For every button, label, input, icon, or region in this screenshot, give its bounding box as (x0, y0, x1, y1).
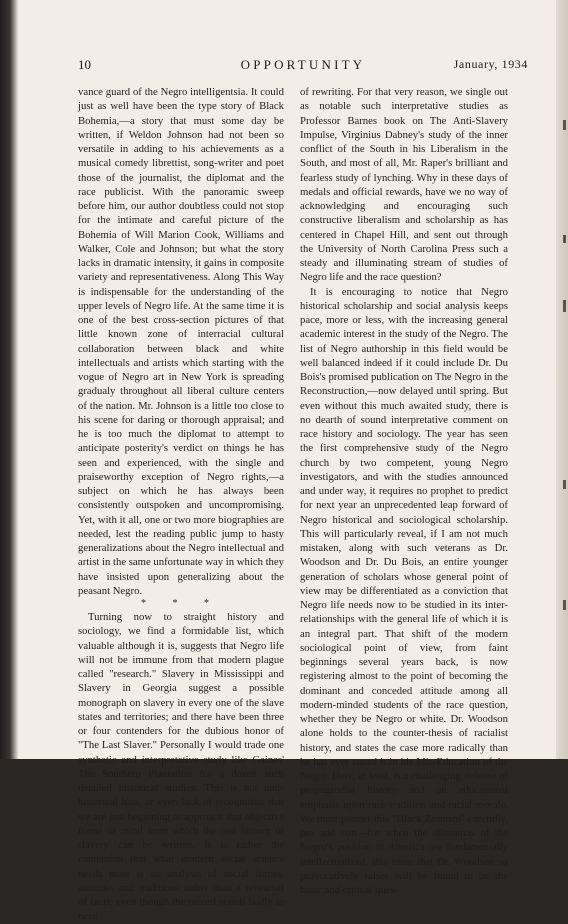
paragraph: vance guard of the Negro intelligentsia. It could just as well have been the type story of Black Bohemia,—a story that must some day be written, if Weldon Johnson had not been so versatile in adding to his achievements as a musical comedy librettist, song-writer and poet those of the journalist, the diplomat and the race publicist. With the panoramic sweep before him, our author doubtless could not stop for the intimate and careful picture of the Bohemia of Will Marion Cook, Williams and Walker, Cole and Johnson; but what the story lacks in dramatic intensity, it gains in composite variety and representativeness. Along This Way is indispensable for the understanding of the upper levels of Negro life. At the same time it is one of the best cross-section pictures of that little known zone of interracial cultural collaboration between black and white intellectuals and artists which starting with the vogue of Negro art in New York is spreading gradualy throughout all liberal culture centers of the nation. Mr. Johnson is a little too close to his scene for daring or thorough appraisal; and he is too much the diplomat to attempt to anticipate posterity's verdict on things he has seen and experienced, with the single and praiseworthy exception of Negro rights,—a subject on which he has always been consistently outspoken and uncompromising. Yet, with it all, one or two more biographies are needed, lest the reading public jump to hasty generalizations about the Negro intellectual and artist in the same unfortunate way in which they have insisted upon generalizing about the peasant Negro. (78, 86, 284, 597)
paragraph: Turning now to straight history and sociology, we find a formidable list, which valuable although it is, suggests that Negro life will not be immune from that modern plague called "research." Slavery in Mississippi and Slavery in Georgia suggest a possible monograph on slavery in every one of the slave states and territories; and there have been three or four contenders for the dubious honor of "The Last Slaver." Personally I would trade one synthetic and interpretative study like Gaines' The Southern Plantation for a dozen such detailed historical studies. This is not anti-historical bias, or even lack of recognition that we are just beginning to approach that objective frame of mind from which the real history of slavery can be written. It is rather the contention that what modern social science needs most is an analysis of social forces, attitudes and traditions rather than a rehearsal of facts; even though the record stands badly in need (78, 611, 284, 923)
left-column (78, 85, 284, 924)
page-edge-marks (558, 0, 566, 759)
magazine-title: OPPORTUNITY (240, 57, 366, 72)
right-column (300, 85, 508, 897)
paragraph: of rewriting. For that very reason, we single out as notable such interpretative studies as Professor Barnes book on The Anti-Slavery Impulse, Virginius Dabney's study of the inner conflict of the South in his Liberalism in the South, and most of all, Mr. Raper's brilliant and fearless study of lynching. Why in these days of medals and official rewards, have we no way of acknowledging and encouraging such constructive liberalism and scholarship as has centered in Chapel Hill, and sent out through the University of North Carolina Press such a steady and illuminating stream of studies of Negro life and the race question? (300, 86, 508, 284)
page-number: 10 (78, 57, 91, 72)
paragraph: It is encouraging to notice that Negro historical scholarship and social analysis keeps pace, more or less, with the increasing general academic interest in the study of the Negro. The list of Negro authorship in this field would be well balanced indeed if it could include Dr. Du Bois's promised publication on The Negro in the Reconstruction,—now delayed until spring. But even without this much awaited study, there is no dearth of sound interpretative comment on race history and sociology. The year has seen the first comprehensive study of the Negro church by two competent, young Negro investigators, and with the studies announced and under way, it requires no prophet to predict for next year an unprecedented leap forward of Negro historical and sociological scholarship. This will particularly reveal, if I am not much mistaken, along with such veterans as Dr. Woodson and Dr. Du Bois, an entire younger generation of scholars whose general point of view may be differentiated as a conviction that Negro life needs now to be studied in its inter-relationships with the general life of which it is an integral part. That shift of the modern sociological point of view, from faint beginnings several years back, is now registering almost to the point of becoming the dominant and conceded attitude among all modern-minded students of the race question, whether they be Negro or white. Dr. Woodson alone holds to the counter-thesis of racialist history, and states the case more radically than he has ever stated it in his Mis-Education of the Negro. Here, at least, is a challenging defense of propagandist history and an educational emphasis upon race tradition and racial morale. We must ponder this "Black Zionism" carefully, pro and con—for when the dilemmas of the Negro's position in America are fundamentally intellectualized, this issue that Dr. Woodson so provocatively raises will be found to be the basic and critical ques- (300, 285, 508, 896)
running-header (78, 57, 528, 75)
section-separator: * * * (141, 598, 221, 609)
issue-date: January, 1934 (453, 57, 528, 71)
